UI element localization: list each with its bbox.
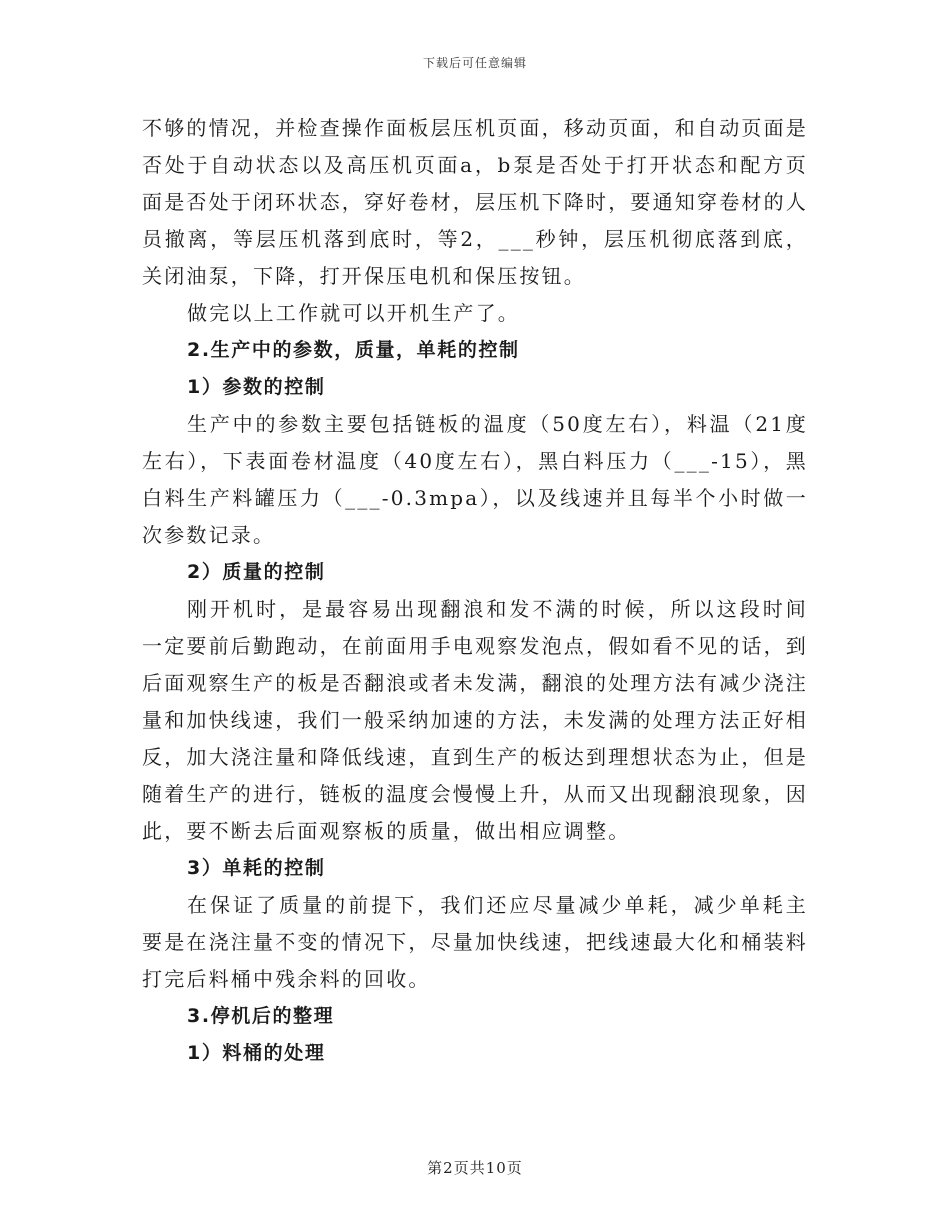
document-body <box>142 110 808 1072</box>
paragraph-ready-to-start: 做完以上工作就可以开机生产了。 <box>187 301 520 325</box>
subheading-barrel-handling: 1）料桶的处理 <box>187 1042 326 1064</box>
paragraph-startup-checks: 不够的情况，并检查操作面板层压机页面，移动页面，和自动页面是否处于自动状态以及高压机页面a，b泵是否处于打开状态和配方页面是否处于闭环状态，穿好卷材，层压机下降时，要通知穿卷材的人员撤离，等层压机落到底时，等2，___秒钟，层压机彻底落到底，关闭油泵，下降，打开保压电机和保压按钮。 <box>142 116 808 288</box>
page-number: 第2页共10页 <box>427 1159 523 1177</box>
page-header: 下载后可任意编辑 <box>422 56 527 70</box>
section-heading-production-control: 2.生产中的参数，质量，单耗的控制 <box>187 339 520 361</box>
subheading-parameter-control: 1）参数的控制 <box>187 376 326 398</box>
paragraph-consumption: 在保证了质量的前提下，我们还应尽量减少单耗，减少单耗主要是在浇注量不变的情况下，尽量加快线速，把线速最大化和桶装料打完后料桶中残余料的回收。 <box>142 893 808 991</box>
paragraph-quality: 刚开机时，是最容易出现翻浪和发不满的时候，所以这段时间一定要前后勤跑动，在前面用手电观察发泡点，假如看不见的话，到后面观察生产的板是否翻浪或者未发满，翻浪的处理方法有减少浇注量和加快线速，我们一般采纳加速的方法，未发满的处理方法正好相反，加大浇注量和降低线速，直到生产的板达到理想状态为止，但是随着生产的进行，链板的温度会慢慢上升，从而又出现翻浪现象，因此，要不断去后面观察板的质量，做出相应调整。 <box>142 597 808 843</box>
section-heading-shutdown: 3.停机后的整理 <box>187 1005 335 1027</box>
subheading-consumption-control: 3）单耗的控制 <box>187 857 326 879</box>
subheading-quality-control: 2）质量的控制 <box>187 561 326 583</box>
paragraph-parameters: 生产中的参数主要包括链板的温度（50度左右），料温（21度左右），下表面卷材温度（40度左右），黑白料压力（___-15），黑白料生产料罐压力（___-0.3mpa），以及线速并且每半个小时做一次参数记录。 <box>142 412 808 547</box>
